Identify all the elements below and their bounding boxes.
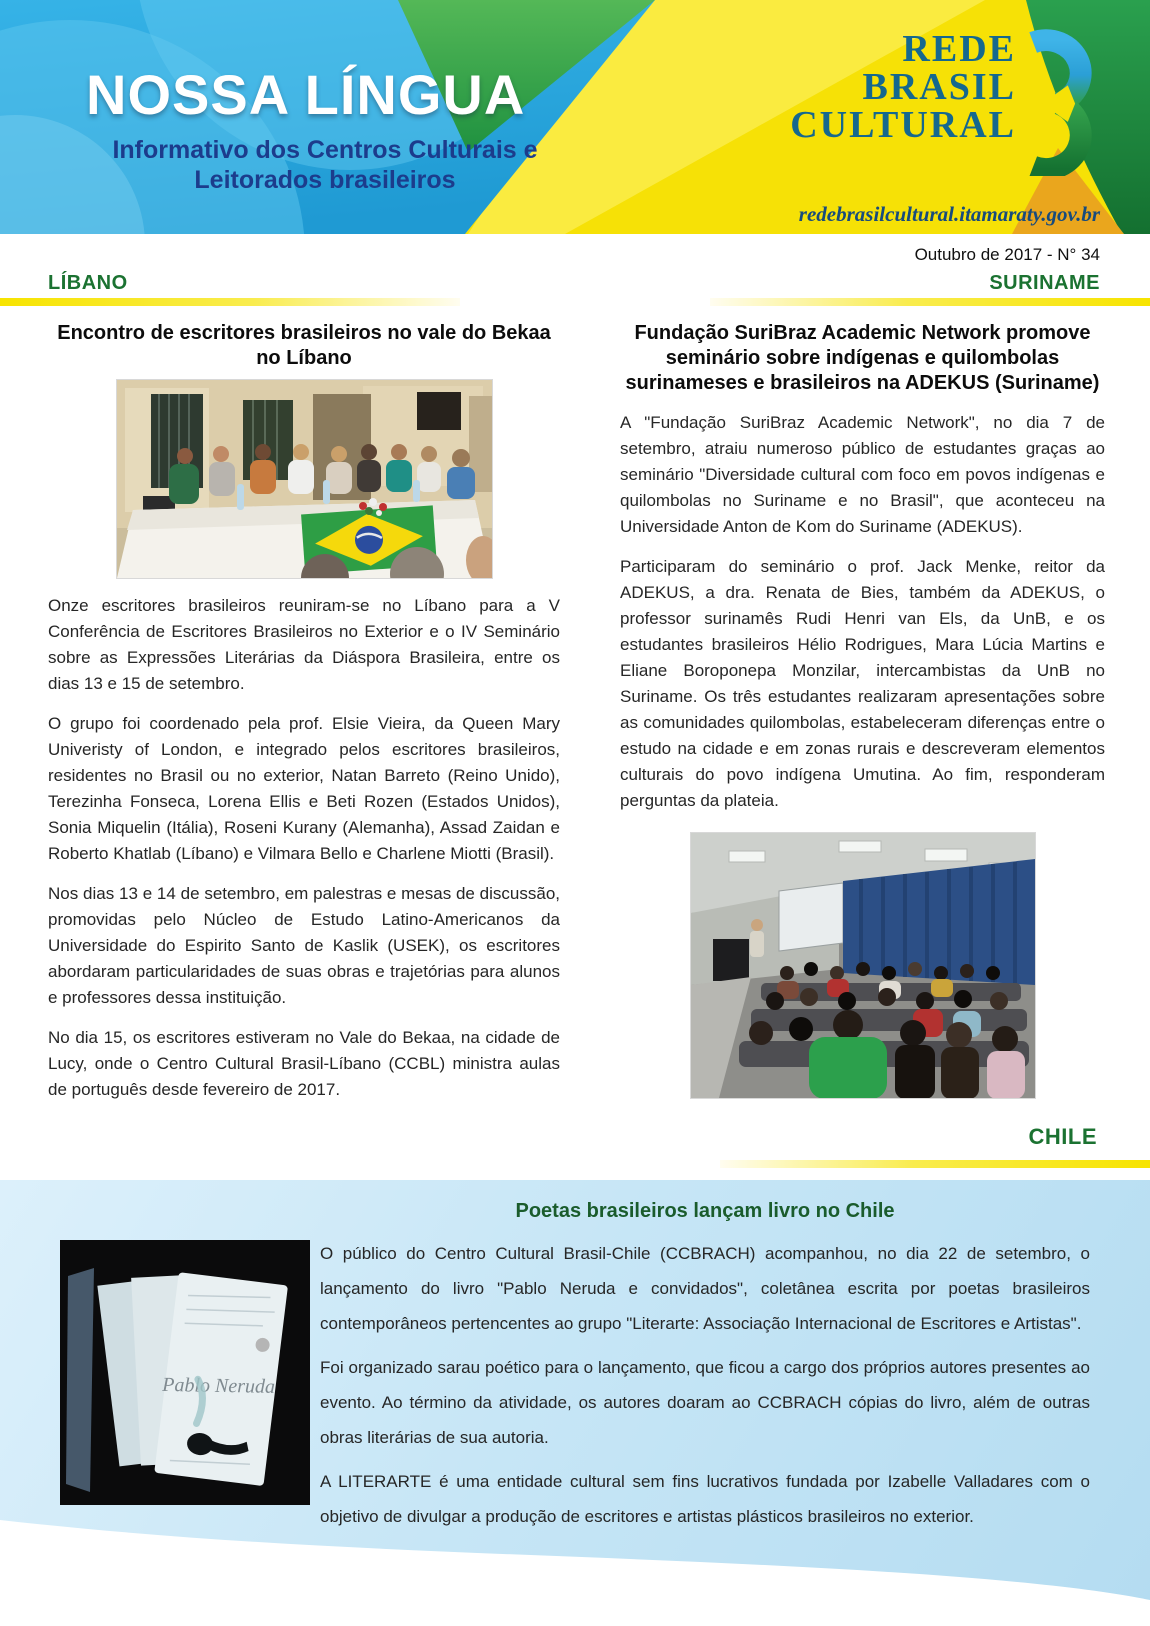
articles-columns [0, 307, 1150, 1103]
newsletter-subtitle-line2: Leitorados brasileiros [194, 166, 456, 194]
article-paragraph: Nos dias 13 e 14 de setembro, em palestras e mesas de discussão, promovidas pelo Núcleo de Estudo Latino-Americanos da Universidade do Espirito Santo de Kaslik (USEK), os escritores abordaram particularidades de suas obras e trajetórias para alunos e professores dessa instituição. [48, 884, 560, 1007]
section-label-chile-wrap [1029, 1124, 1098, 1150]
brand-line-brasil: BRASIL [862, 66, 1016, 108]
brand-line-cultural: CULTURAL [790, 104, 1016, 146]
brand-block [790, 24, 1108, 176]
projection-screen [779, 883, 843, 951]
section-rule-right [710, 298, 1150, 306]
newsletter-title: NOSSA LÍNGUA [86, 63, 526, 126]
masthead-banner [0, 0, 1150, 234]
brand-wordmark [790, 30, 1016, 144]
article-paragraph: O grupo foi coordenado pela prof. Elsie Vieira, da Queen Mary Univeristy of London, e integrado pelos escritores brasileiros, residentes no Brasil ou no exterior, Natan Barreto (Reino Unido), Terezinha Fonseca, Lorena Ellis e Beti Rozen (Estados Unidos), Sonia Miquelin (Itália), Roseni Kurany (Alemanha), Assad Zaidan e Roberto Khatlab (Líbano) e Vilmara Bello e Charlene Miotti (Brasil). [48, 714, 560, 863]
suriname-photo [690, 832, 1036, 1099]
article-suriname [620, 319, 1105, 1099]
article-paragraph: A LITERARTE é uma entidade cultural sem fins lucrativos fundada por Izabelle Valladares com o objetivo de divulgar a produção de escritores e artistas plásticos brasileiros no exterior. [320, 1472, 1090, 1526]
section-label-chile: CHILE [1028, 1124, 1097, 1149]
brand-line-rede: REDE [902, 28, 1016, 70]
article-chile-body [320, 1236, 1090, 1534]
article-paragraph: Participaram do seminário o prof. Jack Menke, reitor da ADEKUS, a dra. Renata de Bies, também da ADEKUS, o professor surinamês Rudi Henri van Els, da UnB, e os estudantes brasileiros Hélio Rodrigues, Mara Lúcia Martins e Eliane Boroponepa Monzilar, intercambistas da UnB no Suriname. Os três estudantes realizaram apresentações sobre as comunidades quilombolas, estabeleceram diferenças entre o estudo na cidade e em zonas rurais e descreveram elementos culturais do povo indígena Umutina. Ao fim, responderam perguntas da plateia. [620, 557, 1105, 810]
issue-date: Outubro de 2017 - N° 34 [914, 245, 1100, 264]
section-rule-left [0, 298, 460, 306]
article-paragraph: Onze escritores brasileiros reuniram-se no Líbano para a V Conferência de Escritores Brasileiros no Exterior e o IV Seminário sobre as Expressões Literárias da Diáspora Brasileira, entre os dias 13 e 15 de setembro. [48, 596, 560, 693]
section-label-suriname: SURINAME [989, 272, 1100, 294]
masthead [86, 62, 564, 195]
brand-url[interactable]: redebrasilcultural.itamaraty.gov.br [798, 202, 1100, 226]
article-suriname-title: Fundação SuriBraz Academic Network promove seminário sobre indígenas e quilombolas surinameses e brasileiros na ADEKUS (Suriname) [625, 322, 1100, 394]
book-cover-title: Pablo Neruda [162, 1373, 276, 1398]
article-paragraph: No dia 15, os escritores estiveram no Vale do Bekaa, na cidade de Lucy, onde o Centro Cultural Brasil-Líbano (CCBL) ministra aulas de português desde fevereiro de 2017. [48, 1028, 560, 1099]
libano-photo [116, 379, 493, 579]
chile-panel [0, 1180, 1150, 1626]
article-libano-title: Encontro de escritores brasileiros no vale do Bekaa no Líbano [57, 322, 551, 369]
newsletter-subtitle-line1: Informativo dos Centros Culturais e [112, 136, 538, 164]
article-paragraph: A "Fundação SuriBraz Academic Network", no dia 7 de setembro, atraiu numeroso público de estudantes graças ao seminário "Diversidade cultural com foco em povos indígenas e quilombolas no Suriname e no Brasil", que aconteceu na Universidade Anton de Kom do Suriname (ADEKUS). [620, 413, 1105, 536]
rede-brasil-cultural-logo-icon [1024, 24, 1108, 176]
section-rule-chile [720, 1160, 1150, 1168]
article-chile-title: Poetas brasileiros lançam livro no Chile [515, 1200, 895, 1222]
article-libano [48, 319, 560, 1103]
blue-curtains [843, 859, 1035, 985]
section-label-row [0, 265, 1150, 295]
newsletter-subtitle [86, 135, 564, 195]
article-paragraph: O público do Centro Cultural Brasil-Chile (CCBRACH) acompanhou, no dia 22 de setembro, o lançamento do livro "Pablo Neruda e convidados", coletânea escrita por poetas brasileiros contemporâneos pertencentes ao grupo "Literarte: Associação Internacional de Escritores e Artistas". [320, 1244, 1090, 1333]
chile-photo [60, 1240, 310, 1505]
section-label-libano: LÍBANO [48, 272, 128, 294]
section-rules [0, 298, 1150, 307]
article-paragraph: Foi organizado sarau poético para o lançamento, que ficou a cargo dos próprios autores presentes ao evento. Ao término da atividade, os autores doaram ao CCBRACH cópias do livro, além de outras obras literárias de sua autoria. [320, 1358, 1090, 1447]
